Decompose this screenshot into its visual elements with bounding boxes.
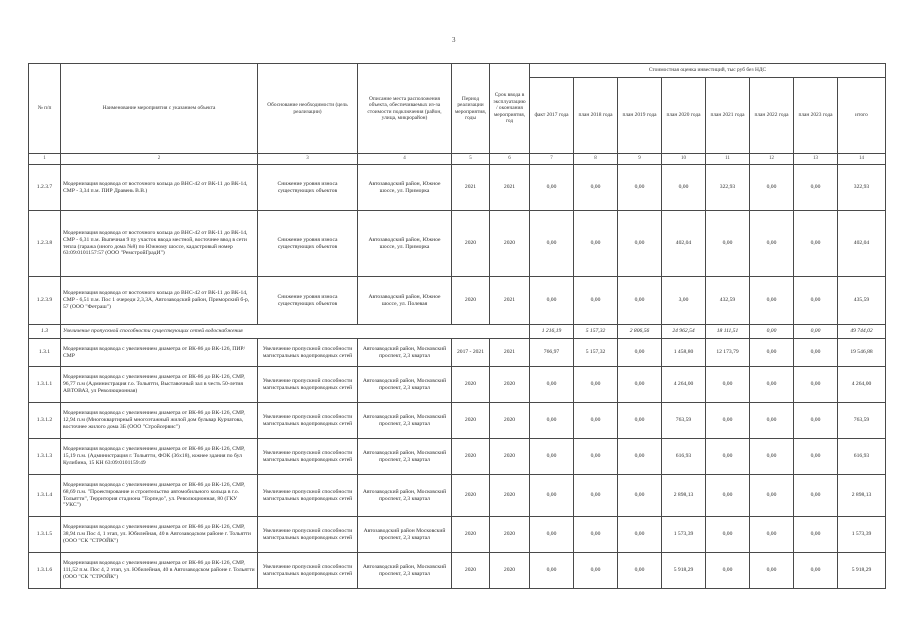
row-value: 0,00 (794, 325, 838, 339)
row-total: 1 573,39 (838, 517, 886, 553)
header-year: план 2023 года (794, 78, 838, 154)
table-row (29, 403, 886, 439)
row-purpose: Снижение уровня износа существующих объектов (258, 211, 358, 277)
row-location: Автозаводский район Московский проспект, 2,3 квартал (358, 517, 452, 553)
row-num: 1.3.1.3 (29, 439, 61, 475)
row-total: 5 918,29 (838, 553, 886, 589)
row-value: 0,00 (574, 277, 618, 325)
col-index: 11 (706, 154, 750, 165)
table-row (29, 517, 886, 553)
row-value: 0,00 (618, 165, 662, 211)
header-period: Период реализации мероприятия, годы (452, 64, 490, 154)
row-value: 0,00 (574, 553, 618, 589)
col-index: 14 (838, 154, 886, 165)
row-location: Автозаводский район, Московский проспект, 2,3 квартал (358, 339, 452, 367)
row-name: Модернизация водовода с увеличением диаметра от ВК-86 до ВК-126, СМР, 12,94 п.м (Многоквартирный многоэтажный жилой дом бульвар Курчатова, восточнее жилого дома 3Б (ООО "Стройсервис") (61, 403, 258, 439)
col-index: 4 (358, 154, 452, 165)
row-value: 0,00 (794, 165, 838, 211)
row-location: Автозаводский район, Московский проспект, 2,3 квартал (358, 475, 452, 517)
row-purpose: Увеличение пропускной способности магистральных водопроводных сетей (258, 367, 358, 403)
row-value: 0,00 (618, 339, 662, 367)
row-value: 12 173,79 (706, 339, 750, 367)
row-value: 0,00 (794, 475, 838, 517)
table-row (29, 475, 886, 517)
row-value: 0,00 (750, 211, 794, 277)
row-value: 0,00 (794, 553, 838, 589)
row-value: 0,00 (530, 403, 574, 439)
row-purpose: Увеличение пропускной способности магистральных водопроводных сетей (258, 339, 358, 367)
row-value: 0,00 (750, 403, 794, 439)
row-name: Модернизация водовода с увеличением диаметра от ВК-86 до ВК-126, СМР, 15,19 п.м. (Администрация г. Тольятти, ФОК (36х18), южнее здания по бул Кулибина, 15 КН 63:09:0101159:49 (61, 439, 258, 475)
row-total: 19 546,88 (838, 339, 886, 367)
row-term: 2020 (490, 475, 530, 517)
row-name: Модернизация водовода с увеличением диаметра от ВК-86 до ВК-126, СМР, 96,77 п.м (Администрация г.о. Тольятти, Выставочный зал в честь 50-летия АВТОВАЗ, ул Революционная) (61, 367, 258, 403)
row-term: 2020 (490, 439, 530, 475)
row-value: 0,00 (750, 325, 794, 339)
page-number: 3 (452, 36, 456, 44)
row-value: 0,00 (574, 403, 618, 439)
row-value: 0,00 (530, 439, 574, 475)
row-name: Модернизация водовода с увеличением диаметра от ВК-86 до ВК-126, ПИР/СМР (61, 339, 258, 367)
row-total: 402,04 (838, 211, 886, 277)
row-purpose: Увеличение пропускной способности магистральных водопроводных сетей (258, 553, 358, 589)
row-num: 1.2.3.9 (29, 277, 61, 325)
row-value: 0,00 (706, 475, 750, 517)
table-row (29, 165, 886, 211)
row-period: 2020 (452, 517, 490, 553)
row-term: 2020 (490, 553, 530, 589)
row-value: 0,00 (618, 439, 662, 475)
row-value: 0,00 (574, 517, 618, 553)
row-value: 0,00 (574, 439, 618, 475)
row-value: 0,00 (618, 403, 662, 439)
row-num: 1.3 (29, 325, 61, 339)
row-value: 0,00 (706, 211, 750, 277)
header-year: план 2021 года (706, 78, 750, 154)
row-period: 2020 (452, 211, 490, 277)
col-index: 9 (618, 154, 662, 165)
row-value: 1 458,80 (662, 339, 706, 367)
row-location: Автозаводский район, Московский проспект, 2,3 квартал (358, 403, 452, 439)
row-location: Автозаводский район, Московский проспект, 2,3 квартал (358, 553, 452, 589)
row-value: 0,00 (794, 211, 838, 277)
row-value: 0,00 (618, 277, 662, 325)
row-period: 2020 (452, 367, 490, 403)
row-value: 763,59 (662, 403, 706, 439)
header-year: план 2019 года (618, 78, 662, 154)
investment-table (28, 63, 886, 589)
row-value: 432,59 (706, 277, 750, 325)
row-num: 1.3.1 (29, 339, 61, 367)
row-num: 1.3.1.6 (29, 553, 61, 589)
row-value: 5 157,32 (574, 325, 618, 339)
row-value: 0,00 (530, 211, 574, 277)
row-period: 2020 (452, 475, 490, 517)
row-value: 0,00 (706, 439, 750, 475)
row-value: 0,00 (794, 403, 838, 439)
row-value: 0,00 (618, 367, 662, 403)
row-period: 2020 (452, 277, 490, 325)
row-purpose: Увеличение пропускной способности магистральных водопроводных сетей (258, 439, 358, 475)
row-term: 2020 (490, 367, 530, 403)
row-period: 2020 (452, 439, 490, 475)
col-index: 10 (662, 154, 706, 165)
col-index: 7 (530, 154, 574, 165)
row-value: 18 111,51 (706, 325, 750, 339)
row-value: 0,00 (706, 553, 750, 589)
row-name: Модернизация водовода с увеличением диаметра от ВК-86 до ВК-126, СМР, 111,52 п.м. Пос 4, 2 этап, ул. Юбилейная, 40 в Автозаводском районе г. Тольятти (ООО "СК "СТРОЙК") (61, 553, 258, 589)
row-value: 0,00 (794, 517, 838, 553)
row-value: 0,00 (574, 165, 618, 211)
col-index: 8 (574, 154, 618, 165)
row-value: 0,00 (662, 165, 706, 211)
header-total: итого (838, 78, 886, 154)
row-value: 0,00 (750, 277, 794, 325)
row-total: 616,93 (838, 439, 886, 475)
row-term: 2020 (490, 403, 530, 439)
row-value: 0,00 (706, 403, 750, 439)
row-name: Модернизация водовода от восточного кольца до ВНС-42 от ВК-11 до ВК-14, СМР - 6,31 п.м. Выпечная 9 пу участок ввода местной, восточнее ввод в сети тепла (гаража (иного дома №8) по Южному шоссе, кадастровый номер 63:09:0101157:57 (ООО "РемстройГрадИ") (61, 211, 258, 277)
row-total: 322,93 (838, 165, 886, 211)
table-row (29, 211, 886, 277)
row-purpose: Увеличение пропускной способности магистральных водопроводных сетей (258, 475, 358, 517)
row-value: 3,00 (662, 277, 706, 325)
row-value: 0,00 (530, 367, 574, 403)
row-value: 0,00 (706, 367, 750, 403)
row-location: Автозаводский район, Южное шоссе, ул. Приморка (358, 165, 452, 211)
row-purpose: Снижение уровня износа существующих объектов (258, 277, 358, 325)
row-value: 0,00 (530, 517, 574, 553)
col-index: 3 (258, 154, 358, 165)
row-total: 763,59 (838, 403, 886, 439)
header-year: план 2018 года (574, 78, 618, 154)
row-value: 0,00 (574, 211, 618, 277)
row-value: 0,00 (618, 553, 662, 589)
row-value: 0,00 (750, 339, 794, 367)
header-year: план 2022 года (750, 78, 794, 154)
row-value: 2 806,56 (618, 325, 662, 339)
row-value: 0,00 (618, 475, 662, 517)
row-total: 49 744,02 (838, 325, 886, 339)
row-period: 2020 (452, 553, 490, 589)
table-row (29, 439, 886, 475)
row-value: 402,04 (662, 211, 706, 277)
table-row (29, 367, 886, 403)
row-period: 2017 - 2021 (452, 339, 490, 367)
row-term: 2020 (490, 517, 530, 553)
row-value: 0,00 (530, 553, 574, 589)
header-term: Срок ввода в эксплуатацию / окончания мероприятия, год (490, 64, 530, 154)
row-value: 0,00 (750, 165, 794, 211)
row-value: 0,00 (750, 439, 794, 475)
row-value: 616,93 (662, 439, 706, 475)
row-value: 0,00 (794, 339, 838, 367)
row-name: Модернизация водовода с увеличением диаметра от ВК-86 до ВК-126, СМР, 68,69 п.м. "Проектирование и строительство автомобильного кольца в г.о. Тольятти", Территория стадиона "Торпедо", ул. Революционная, 80 (ГКУ "УКС") (61, 475, 258, 517)
row-value: 0,00 (530, 277, 574, 325)
row-value: 1 573,39 (662, 517, 706, 553)
header-purpose: Обоснование необходимости (цель реализации) (258, 64, 358, 154)
row-term: 2021 (490, 339, 530, 367)
row-value: 0,00 (530, 475, 574, 517)
row-num: 1.2.3.8 (29, 211, 61, 277)
row-value: 0,00 (750, 517, 794, 553)
col-index: 5 (452, 154, 490, 165)
row-value: 0,00 (574, 475, 618, 517)
table-row (29, 339, 886, 367)
table-row (29, 553, 886, 589)
row-term: 2021 (490, 277, 530, 325)
row-term: 2021 (490, 165, 530, 211)
row-value: 0,00 (794, 367, 838, 403)
col-index: 2 (61, 154, 258, 165)
section-row (29, 325, 886, 339)
section-title: Увеличение пропускной способности существующих сетей водоснабжения (61, 325, 530, 339)
row-period: 2020 (452, 403, 490, 439)
row-location: Автозаводский район, Московский проспект, 2,3 квартал (358, 367, 452, 403)
row-num: 1.3.1.4 (29, 475, 61, 517)
row-value: 1 216,19 (530, 325, 574, 339)
row-num: 1.3.1.5 (29, 517, 61, 553)
row-value: 0,00 (706, 517, 750, 553)
row-value: 0,00 (618, 211, 662, 277)
row-value: 0,00 (794, 277, 838, 325)
row-name: Модернизация водовода от восточного кольца до ВНС-42 от ВК-11 до ВК-14, СМР - 6,51 п.м. Пос 1 очереди 2,3,3А, Автозаводский район, Приморский б-р, 57 (ООО "Фетраш") (61, 277, 258, 325)
row-value: 0,00 (618, 517, 662, 553)
row-value: 5 918,29 (662, 553, 706, 589)
row-value: 0,00 (750, 475, 794, 517)
row-location: Автозаводский район, Московский проспект, 2,3 квартал (358, 439, 452, 475)
col-index: 6 (490, 154, 530, 165)
row-num: 1.3.1.2 (29, 403, 61, 439)
row-value: 2 898,13 (662, 475, 706, 517)
header-num: № п/п (29, 64, 61, 154)
row-value: 0,00 (750, 367, 794, 403)
row-total: 435,59 (838, 277, 886, 325)
row-location: Автозаводский район, Южное шоссе, ул. Приморка (358, 211, 452, 277)
row-num: 1.2.3.7 (29, 165, 61, 211)
row-value: 0,00 (530, 165, 574, 211)
row-purpose: Увеличение пропускной способности магистральных водопроводных сетей (258, 517, 358, 553)
row-name: Модернизация водовода от восточного кольца до ВНС-42 от ВК-11 до ВК-14, СМР - 3,34 п.м. ПИР Дравень В.В.) (61, 165, 258, 211)
row-value: 0,00 (794, 439, 838, 475)
row-num: 1.3.1.1 (29, 367, 61, 403)
row-purpose: Увеличение пропускной способности магистральных водопроводных сетей (258, 403, 358, 439)
row-location: Автозаводский район, Южное шоссе, ул. Полевая (358, 277, 452, 325)
header-cost-group: Стоимостная оценка инвестиций, тыс руб без НДС (530, 64, 886, 78)
row-value: 4 264,00 (662, 367, 706, 403)
table-row (29, 277, 886, 325)
header-location: Описание места расположения объекта, обеспечиваемых из-за стоимости подключения (район, улица, микрорайон) (358, 64, 452, 154)
row-value: 766,97 (530, 339, 574, 367)
row-term: 2020 (490, 211, 530, 277)
row-total: 2 898,13 (838, 475, 886, 517)
col-index: 13 (794, 154, 838, 165)
header-year: план 2020 года (662, 78, 706, 154)
row-value: 5 157,32 (574, 339, 618, 367)
row-value: 0,00 (750, 553, 794, 589)
row-purpose: Снижение уровня износа существующих объектов (258, 165, 358, 211)
header-year: факт 2017 года (530, 78, 574, 154)
col-index: 12 (750, 154, 794, 165)
row-period: 2021 (452, 165, 490, 211)
row-name: Модернизация водовода с увеличением диаметра от ВК-86 до ВК-126, СМР, 38,94 п.м Пос 4, 1 этап, ул. Юбилейная, 40 в Автозаводском районе г. Тольятти (ООО "СК "СТРОЙК") (61, 517, 258, 553)
row-value: 24 962,54 (662, 325, 706, 339)
col-index: 1 (29, 154, 61, 165)
header-name: Наименование мероприятия с указанием объекта (61, 64, 258, 154)
row-total: 4 264,00 (838, 367, 886, 403)
row-value: 322,93 (706, 165, 750, 211)
row-value: 0,00 (574, 367, 618, 403)
